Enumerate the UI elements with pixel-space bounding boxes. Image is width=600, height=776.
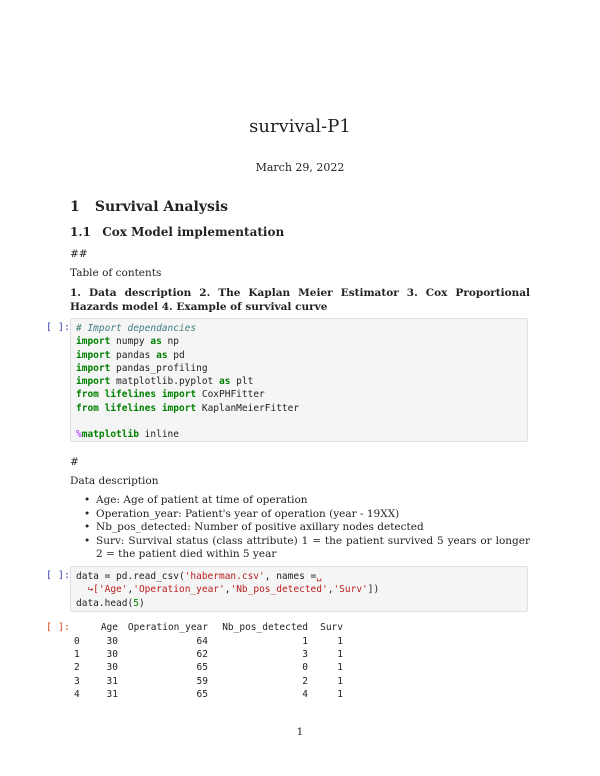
table-cell: 3 bbox=[302, 648, 308, 660]
table-cell: 62 bbox=[196, 648, 208, 660]
subsection-heading bbox=[70, 225, 284, 239]
keyword: import bbox=[76, 376, 111, 388]
code-text: , bbox=[224, 584, 231, 596]
code-line bbox=[76, 570, 522, 583]
code-line bbox=[76, 583, 522, 596]
dataframe-output bbox=[74, 621, 343, 701]
table-cell: 65 bbox=[196, 662, 208, 674]
list-item: • Age: Age of patient at time of operation bbox=[84, 494, 530, 508]
code-line bbox=[76, 402, 522, 415]
document-title: survival-P1 bbox=[249, 116, 351, 137]
code-line bbox=[76, 428, 522, 441]
table-row bbox=[74, 688, 343, 701]
module-name: pandas_profiling bbox=[110, 362, 208, 374]
row-index: 1 bbox=[74, 648, 80, 660]
table-cell: 59 bbox=[196, 675, 208, 687]
module-name: lifelines bbox=[98, 402, 162, 414]
data-description-list bbox=[84, 494, 530, 562]
table-row bbox=[74, 661, 343, 674]
code-text: ) bbox=[138, 597, 145, 609]
line-continuation-icon: ␣ bbox=[316, 571, 322, 582]
module-name: lifelines bbox=[98, 389, 162, 401]
code-cell-read-csv[interactable] bbox=[70, 566, 528, 612]
table-cell: 30 bbox=[106, 648, 118, 660]
row-index: 0 bbox=[74, 635, 80, 647]
row-index: 2 bbox=[74, 662, 80, 674]
table-header-row bbox=[74, 621, 343, 634]
code-cell-imports[interactable] bbox=[70, 318, 528, 442]
alias-name: plt bbox=[230, 376, 254, 388]
code-text: , bbox=[127, 584, 134, 596]
code-string: 'Age' bbox=[98, 584, 128, 596]
code-comment: # Import dependancies bbox=[76, 323, 197, 334]
module-name: pandas bbox=[110, 349, 157, 361]
code-text: data = pd.read_csv( bbox=[76, 571, 185, 582]
code-text: ]) bbox=[367, 584, 380, 596]
code-line bbox=[76, 388, 522, 401]
dataframe-table bbox=[74, 621, 343, 701]
cell-prompt-2: [ ]: bbox=[46, 570, 71, 581]
keyword: from bbox=[76, 402, 99, 414]
code-text: data.head( bbox=[76, 597, 134, 609]
table-row bbox=[74, 648, 343, 661]
table-cell: 0 bbox=[302, 662, 308, 674]
code-number: 5 bbox=[133, 597, 139, 609]
data-description-label: Data description bbox=[70, 475, 159, 487]
alias-name: np bbox=[161, 336, 179, 348]
section-number: 1 bbox=[70, 199, 80, 215]
keyword: from bbox=[76, 389, 99, 401]
table-row bbox=[74, 634, 343, 647]
alias-name: pd bbox=[167, 349, 185, 361]
code-line bbox=[76, 375, 522, 388]
code-line bbox=[76, 597, 522, 610]
cell-prompt-1: [ ]: bbox=[46, 322, 71, 333]
table-cell: 1 bbox=[302, 635, 308, 647]
module-name: matplotlib.pyplot bbox=[110, 376, 219, 388]
list-item: • Operation_year: Patient's year of operation (year - 19XX) bbox=[84, 508, 530, 522]
import-name: CoxPHFitter bbox=[196, 389, 265, 401]
table-cell: 30 bbox=[106, 662, 118, 674]
code-line bbox=[76, 322, 522, 335]
code-string: 'Nb_pos_detected' bbox=[230, 584, 328, 596]
keyword: import bbox=[76, 362, 111, 374]
keyword: as bbox=[150, 336, 162, 348]
list-item: • Nb_pos_detected: Number of positive axillary nodes detected bbox=[84, 521, 530, 535]
toc-list: 1. Data description 2. The Kaplan Meier Estimator 3. Cox Proportional Hazards model 4. Example of survival curve bbox=[70, 287, 530, 313]
keyword: as bbox=[219, 376, 231, 388]
code-line-blank bbox=[76, 415, 522, 428]
row-index: 3 bbox=[74, 675, 80, 687]
code-string: 'haberman.csv' bbox=[184, 571, 265, 582]
column-header: Surv bbox=[320, 622, 343, 634]
subsection-number: 1.1 bbox=[70, 225, 91, 239]
document-date: March 29, 2022 bbox=[255, 161, 345, 174]
page-number: 1 bbox=[296, 726, 304, 738]
code-line bbox=[76, 349, 522, 362]
keyword: as bbox=[156, 349, 168, 361]
keyword: import bbox=[161, 389, 197, 401]
code-line bbox=[76, 362, 522, 375]
magic-arg: inline bbox=[138, 429, 179, 441]
table-cell: 1 bbox=[337, 662, 343, 674]
code-line bbox=[76, 335, 522, 348]
keyword: import bbox=[161, 402, 197, 414]
table-cell: 64 bbox=[196, 635, 208, 647]
table-cell: 2 bbox=[302, 675, 308, 687]
column-header: Age bbox=[100, 622, 118, 634]
table-cell: 30 bbox=[106, 635, 118, 647]
section-title: Survival Analysis bbox=[94, 199, 229, 215]
table-cell: 65 bbox=[196, 689, 208, 701]
table-cell: 31 bbox=[106, 675, 118, 687]
magic-prefix: % bbox=[76, 429, 82, 441]
table-cell: 4 bbox=[302, 689, 308, 701]
table-cell: 1 bbox=[337, 635, 343, 647]
wrap-arrow-icon: ↪[ bbox=[76, 584, 99, 596]
column-header bbox=[74, 621, 88, 634]
table-cell: 1 bbox=[337, 689, 343, 701]
toc-label: Table of contents bbox=[70, 267, 162, 279]
magic-name: matplotlib bbox=[81, 429, 139, 441]
table-cell: 1 bbox=[337, 648, 343, 660]
keyword: import bbox=[76, 349, 111, 361]
row-index: 4 bbox=[74, 689, 80, 701]
code-string: 'Surv' bbox=[333, 584, 368, 596]
output-prompt: [ ]: bbox=[46, 622, 71, 633]
section-heading bbox=[70, 199, 228, 215]
code-string: 'Operation_year' bbox=[133, 584, 225, 596]
list-item: • Surv: Survival status (class attribute) 1 = the patient survived 5 years or longer 2 = the patient died within 5 year bbox=[84, 535, 530, 562]
code-text: , names = bbox=[264, 571, 317, 582]
table-row bbox=[74, 675, 343, 688]
column-header: Operation_year bbox=[127, 622, 208, 634]
hash-heading-2: ## bbox=[70, 248, 88, 260]
column-header: Nb_pos_detected bbox=[222, 622, 308, 634]
table-cell: 1 bbox=[337, 675, 343, 687]
import-name: KaplanMeierFitter bbox=[196, 402, 300, 414]
keyword: import bbox=[76, 336, 111, 348]
subsection-title: Cox Model implementation bbox=[102, 225, 285, 239]
code-text: , bbox=[327, 584, 334, 596]
hash-heading-1: # bbox=[70, 456, 79, 468]
module-name: numpy bbox=[110, 336, 151, 348]
table-cell: 31 bbox=[106, 689, 118, 701]
